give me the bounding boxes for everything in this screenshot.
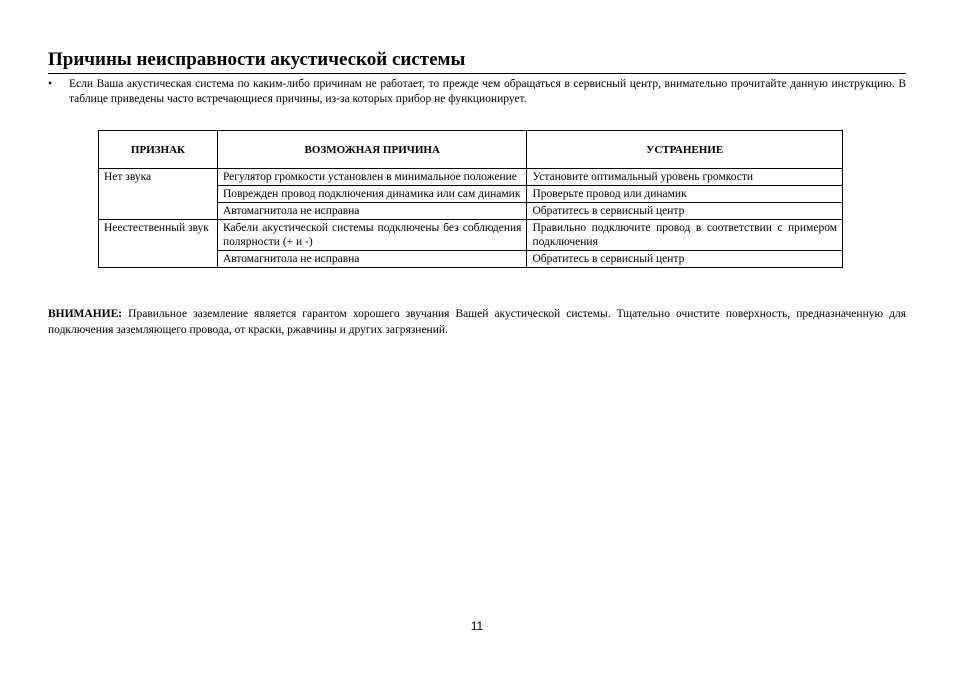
warning-label: ВНИМАНИЕ: [48, 308, 123, 320]
header-cause: ВОЗМОЖНАЯ ПРИЧИНА [217, 131, 527, 169]
page-title: Причины неисправности акустической системы [48, 49, 906, 74]
intro-paragraph [48, 77, 906, 107]
cause-cell: Автомагнитола не исправна [217, 251, 527, 268]
fix-cell: Установите оптимальный уровень громкости [527, 169, 843, 186]
fix-cell: Правильно подключите провод в соответствии с примером подключения [527, 220, 843, 251]
bullet-icon: • [48, 78, 53, 90]
fix-cell: Обратитесь в сервисный центр [527, 203, 843, 220]
header-fix: УСТРАНЕНИЕ [527, 131, 843, 169]
symptom-cell: Неестественный звук [99, 220, 218, 268]
cause-cell: Автомагнитола не исправна [217, 203, 527, 220]
warning-text: Правильное заземление является гарантом хорошего звучания Вашей акустической системы. Тщательно очистите поверхность, предназначенную для подключения заземляющего провода, от краски, ржавчины и других загрязнений. [48, 308, 906, 336]
page-number: 11 [470, 619, 484, 633]
table-header-row [99, 131, 843, 169]
table-row [99, 220, 843, 251]
header-symptom: ПРИЗНАК [99, 131, 218, 169]
fix-cell: Обратитесь в сервисный центр [527, 251, 843, 268]
troubleshooting-table [98, 130, 843, 268]
cause-cell: Кабели акустической системы подключены без соблюдения полярности (+ и -) [217, 220, 527, 251]
warning-notice [48, 306, 906, 338]
fix-cell: Проверьте провод или динамик [527, 186, 843, 203]
cause-cell: Поврежден провод подключения динамика или сам динамик [217, 186, 527, 203]
cause-cell: Регулятор громкости установлен в минимальное положение [217, 169, 527, 186]
intro-text: Если Ваша акустическая система по каким-либо причинам не работает, то прежде чем обращаться в сервисный центр, внимательно прочитайте данную инструкцию. В таблице приведены часто встречающиеся причины, из-за которых прибор не функционирует. [69, 78, 906, 105]
table-row [99, 169, 843, 186]
symptom-cell: Нет звука [99, 169, 218, 220]
